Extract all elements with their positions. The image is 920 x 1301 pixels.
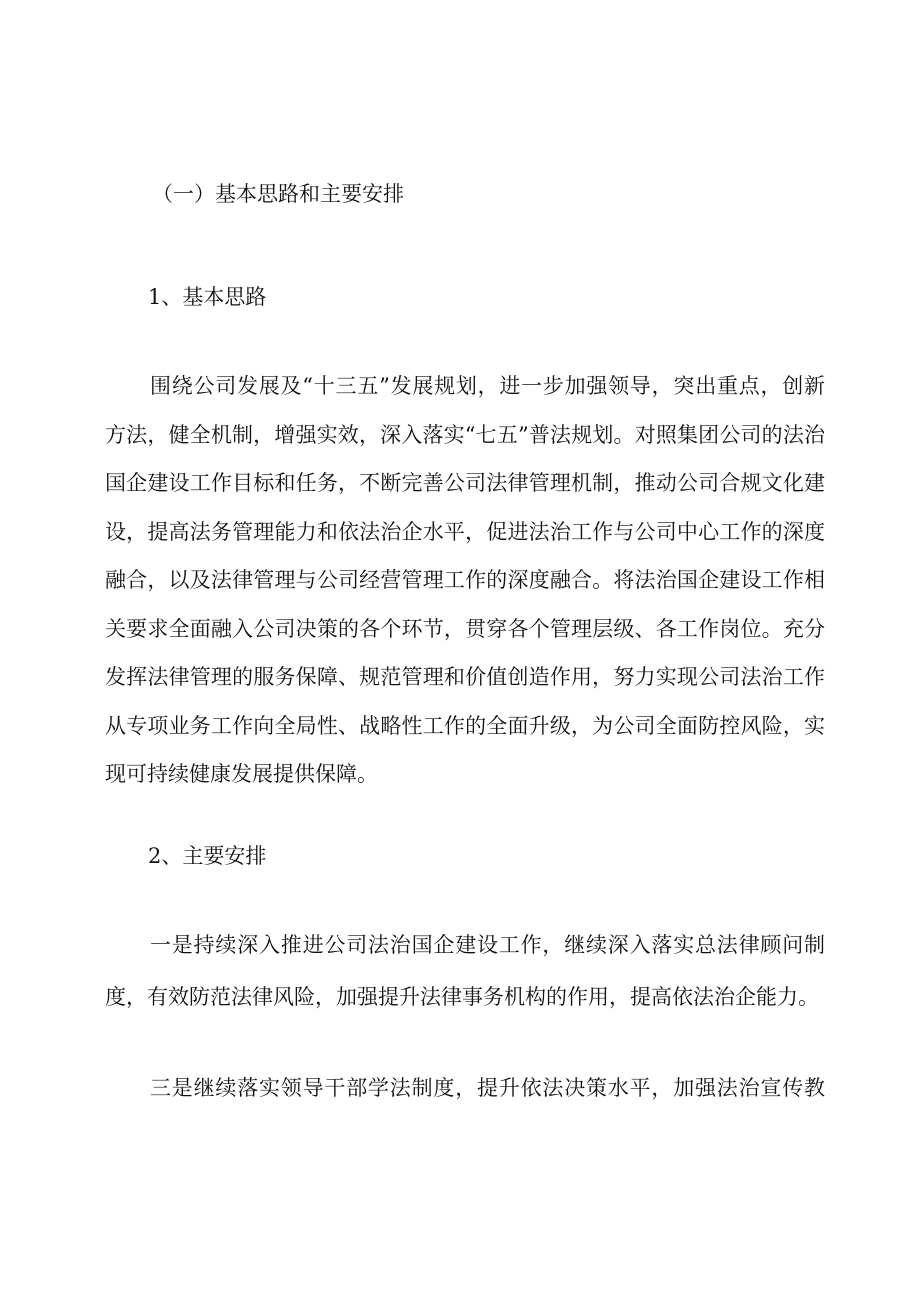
paragraph-line: 关要求全面融入公司决策的各个环节，贯穿各个管理层级、各工作岗位。充分 — [105, 617, 825, 641]
paragraph-line: 围绕公司发展及“十三五”发展规划，进一步加强领导，突出重点，创新 — [150, 374, 825, 398]
paragraph-line: 设，提高法务管理能力和依法治企水平，促进法治工作与公司中心工作的深度 — [105, 520, 825, 544]
subheading-basic-approach: 1、基本思路 — [148, 285, 267, 309]
paragraph-line: 发挥法律管理的服务保障、规范管理和价值创造作用，努力实现公司法治工作 — [105, 665, 825, 689]
paragraph-line: 度，有效防范法律风险，加强提升法律事务机构的作用，提高依法治企能力。 — [105, 985, 819, 1009]
paragraph-line: 一是持续深入推进公司法治国企建设工作，继续深入落实总法律顾问制 — [150, 933, 825, 957]
paragraph-line: 国企建设工作目标和任务，不断完善公司法律管理机制，推动公司合规文化建 — [105, 471, 825, 495]
paragraph-line: 从专项业务工作向全局性、战略性工作的全面升级，为公司全面防控风险，实 — [105, 714, 825, 738]
paragraph-line: 三是继续落实领导干部学法制度，提升依法决策水平，加强法治宣传教 — [150, 1076, 825, 1100]
subheading-main-arrangements: 2、主要安排 — [148, 844, 267, 868]
paragraph-line: 方法，健全机制，增强实效，深入落实“七五”普法规划。对照集团公司的法治 — [105, 423, 825, 447]
section-heading: （一）基本思路和主要安排 — [152, 182, 404, 206]
paragraph-line: 现可持续健康发展提供保障。 — [105, 762, 378, 786]
paragraph-line: 融合，以及法律管理与公司经营管理工作的深度融合。将法治国企建设工作相 — [105, 568, 825, 592]
